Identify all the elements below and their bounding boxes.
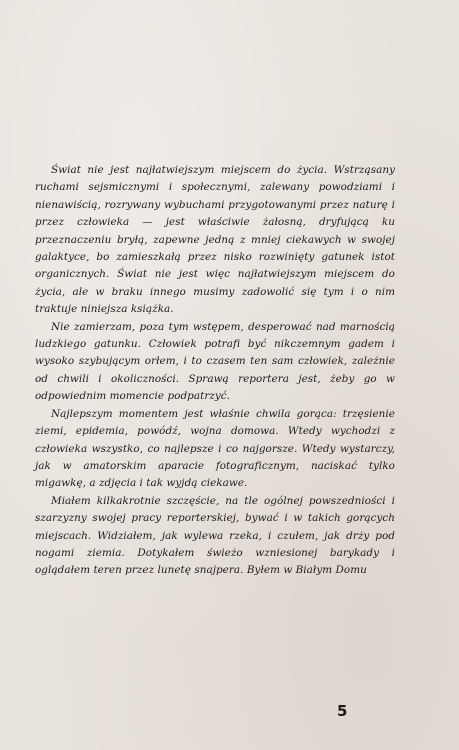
paragraph-3: Najlepszym momentem jest właśnie chwila gorąca: trzęsienie ziemi, epidemia, powódź, wojna domowa. Wtedy wychodzi z człowieka wszystko, co najlepsze i co najgorsze. Wtedy wystarczy, jak w amatorskim aparacie fotograficznym, naciskać tylko migawkę, a zdjęcia i tak wyjdą ciekawe. [35,407,395,490]
body-text [35,162,395,580]
paragraph-2: Nie zamierzam, poza tym wstępem, desperować nad marnością ludzkiego gatunku. Człowiek potrafi być nikczemnym gadem i wysoko szybującym orłem, i to czasem ten sam człowiek, zależnie od chwili i okoliczności. Sprawą reportera jest, żeby go w odpowiednim momencie podpatrzyć. [35,320,395,403]
paragraph-1: Świat nie jest najłatwiejszym miejscem do życia. Wstrząsany ruchami sejsmicznymi i społecznymi, zalewany powodziami i nienawiścią, rozrywany wybuchami przygotowanymi przez naturę i przez człowieka — jest właściwie żałosną, dryfującą ku przeznaczeniu bryłą, zapewne jedną z mniej ciekawych w swojej galaktyce, bo zamieszkałą przez nisko rozwinięty gatunek istot organicznych. Świat nie jest więc najłatwiejszym miejscem do życia, ale w braku innego musimy zadowolić się tym i o nim traktuje niniejsza książka. [35,164,395,316]
paragraph-4: Miałem kilkakrotnie szczęście, na tle ogólnej powszedniości i szarzyzny swojej pracy reporterskiej, bywać i w takich gorących miejscach. Widziałem, jak wylewa rzeka, i czułem, jak drży pod nogami ziemia. Dotykałem świeżo wzniesionej barykady i oglądałem teren przez lunetę snajpera. Byłem w Białym Domu [35,494,395,577]
page-number: 5 [337,702,348,720]
